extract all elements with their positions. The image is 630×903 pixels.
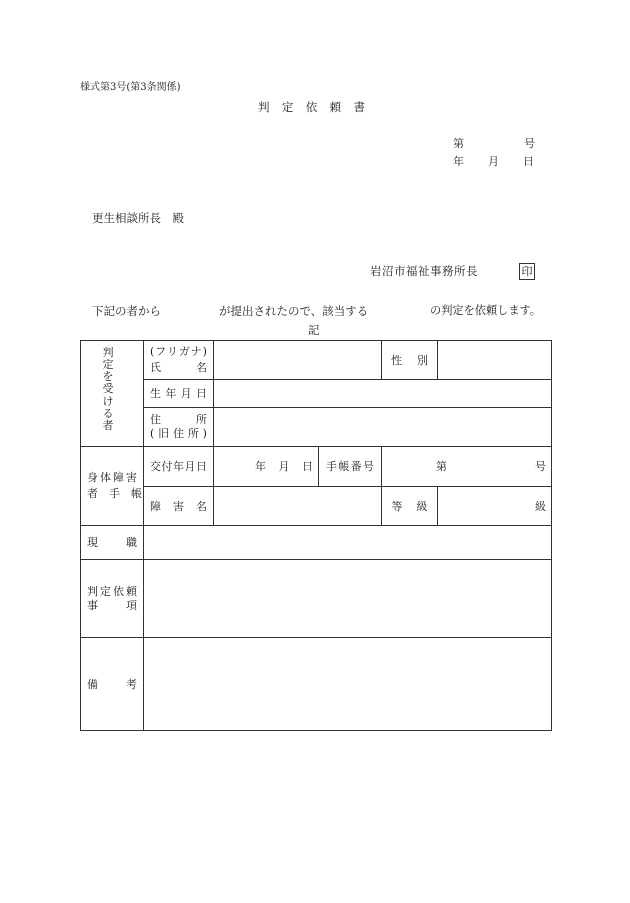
remarks-label-cell [81,638,144,731]
grade-label-cell [382,487,438,526]
issue-date-format: 年 月 日 [255,460,313,473]
request-items-label [87,585,137,613]
form-number: 様式第3号(第3条関係) [80,82,181,93]
handbook-section-label [87,470,142,502]
document-date-line: 年 月 日 [453,155,534,168]
issue-date-field [214,447,319,487]
issue-date-label-cell [144,447,214,487]
subject-section-cell [81,341,144,447]
request-items-field [144,560,552,638]
sex-label-cell [382,341,438,380]
request-items-label-cell [81,560,144,638]
remarks-label: 備 考 [87,677,137,691]
handbook-number-label-cell [319,447,382,487]
judgment-request-table [80,340,552,731]
addressee: 更生相談所長 殿 [92,211,184,225]
grade-label: 等 級 [391,499,428,513]
handbook-number-field [382,447,552,487]
request-text-part2: が提出されたので、該当する [219,304,369,318]
address-label-cell [144,408,214,447]
birthdate-field [214,380,552,408]
address-label [150,413,207,441]
occupation-label: 現 職 [87,536,137,549]
handbook-section-line1: 身 体 障 害 [87,471,137,484]
name-label-text: 氏 名 [150,361,207,374]
furigana-label: ( フ リ ガ ナ ) [150,345,207,358]
grade-field [438,487,552,526]
remarks-field [144,638,552,731]
handbook-number-format: 第 号 [436,460,546,473]
address-field [214,408,552,447]
grade-suffix: 級 [535,499,546,513]
ki-heading: 記 [308,323,320,337]
name-label-cell [144,341,214,380]
sender: 岩沼市福祉事務所長 [370,264,478,278]
disability-name-field [214,487,382,526]
document-title: 判 定 依 頼 書 [258,100,365,114]
handbook-section-cell [81,447,144,526]
subject-section-label: 判 定 を 受 け る 者 [102,346,114,432]
seal-box: 印 [519,263,535,280]
former-address-label: ( 旧 住 所 ) [150,427,207,440]
name-label [150,344,207,376]
occupation-label-cell [81,526,144,560]
sex-label: 性 別 [391,353,428,367]
handbook-number-label: 手 帳 番 号 [326,460,374,473]
occupation-field [144,526,552,560]
request-text-part1: 下記の者から [92,304,161,318]
issue-date-label: 交 付 年 月 日 [150,460,207,473]
disability-name-label: 障 害 名 [150,499,207,513]
request-items-label-line1: 判 定 依 頼 [87,584,137,598]
request-text-part3: の判定を依頼します。 [430,304,541,317]
sex-field [438,341,552,380]
name-field [214,341,382,380]
birthdate-label: 生 年 月 日 [150,387,207,400]
address-label-text: 住 所 [150,413,207,426]
document-number-line: 第 号 [453,137,535,150]
birthdate-label-cell [144,380,214,408]
request-items-label-line2: 事 項 [87,598,137,612]
disability-name-label-cell [144,487,214,526]
handbook-section-line2: 者 手 帳 [87,487,142,500]
